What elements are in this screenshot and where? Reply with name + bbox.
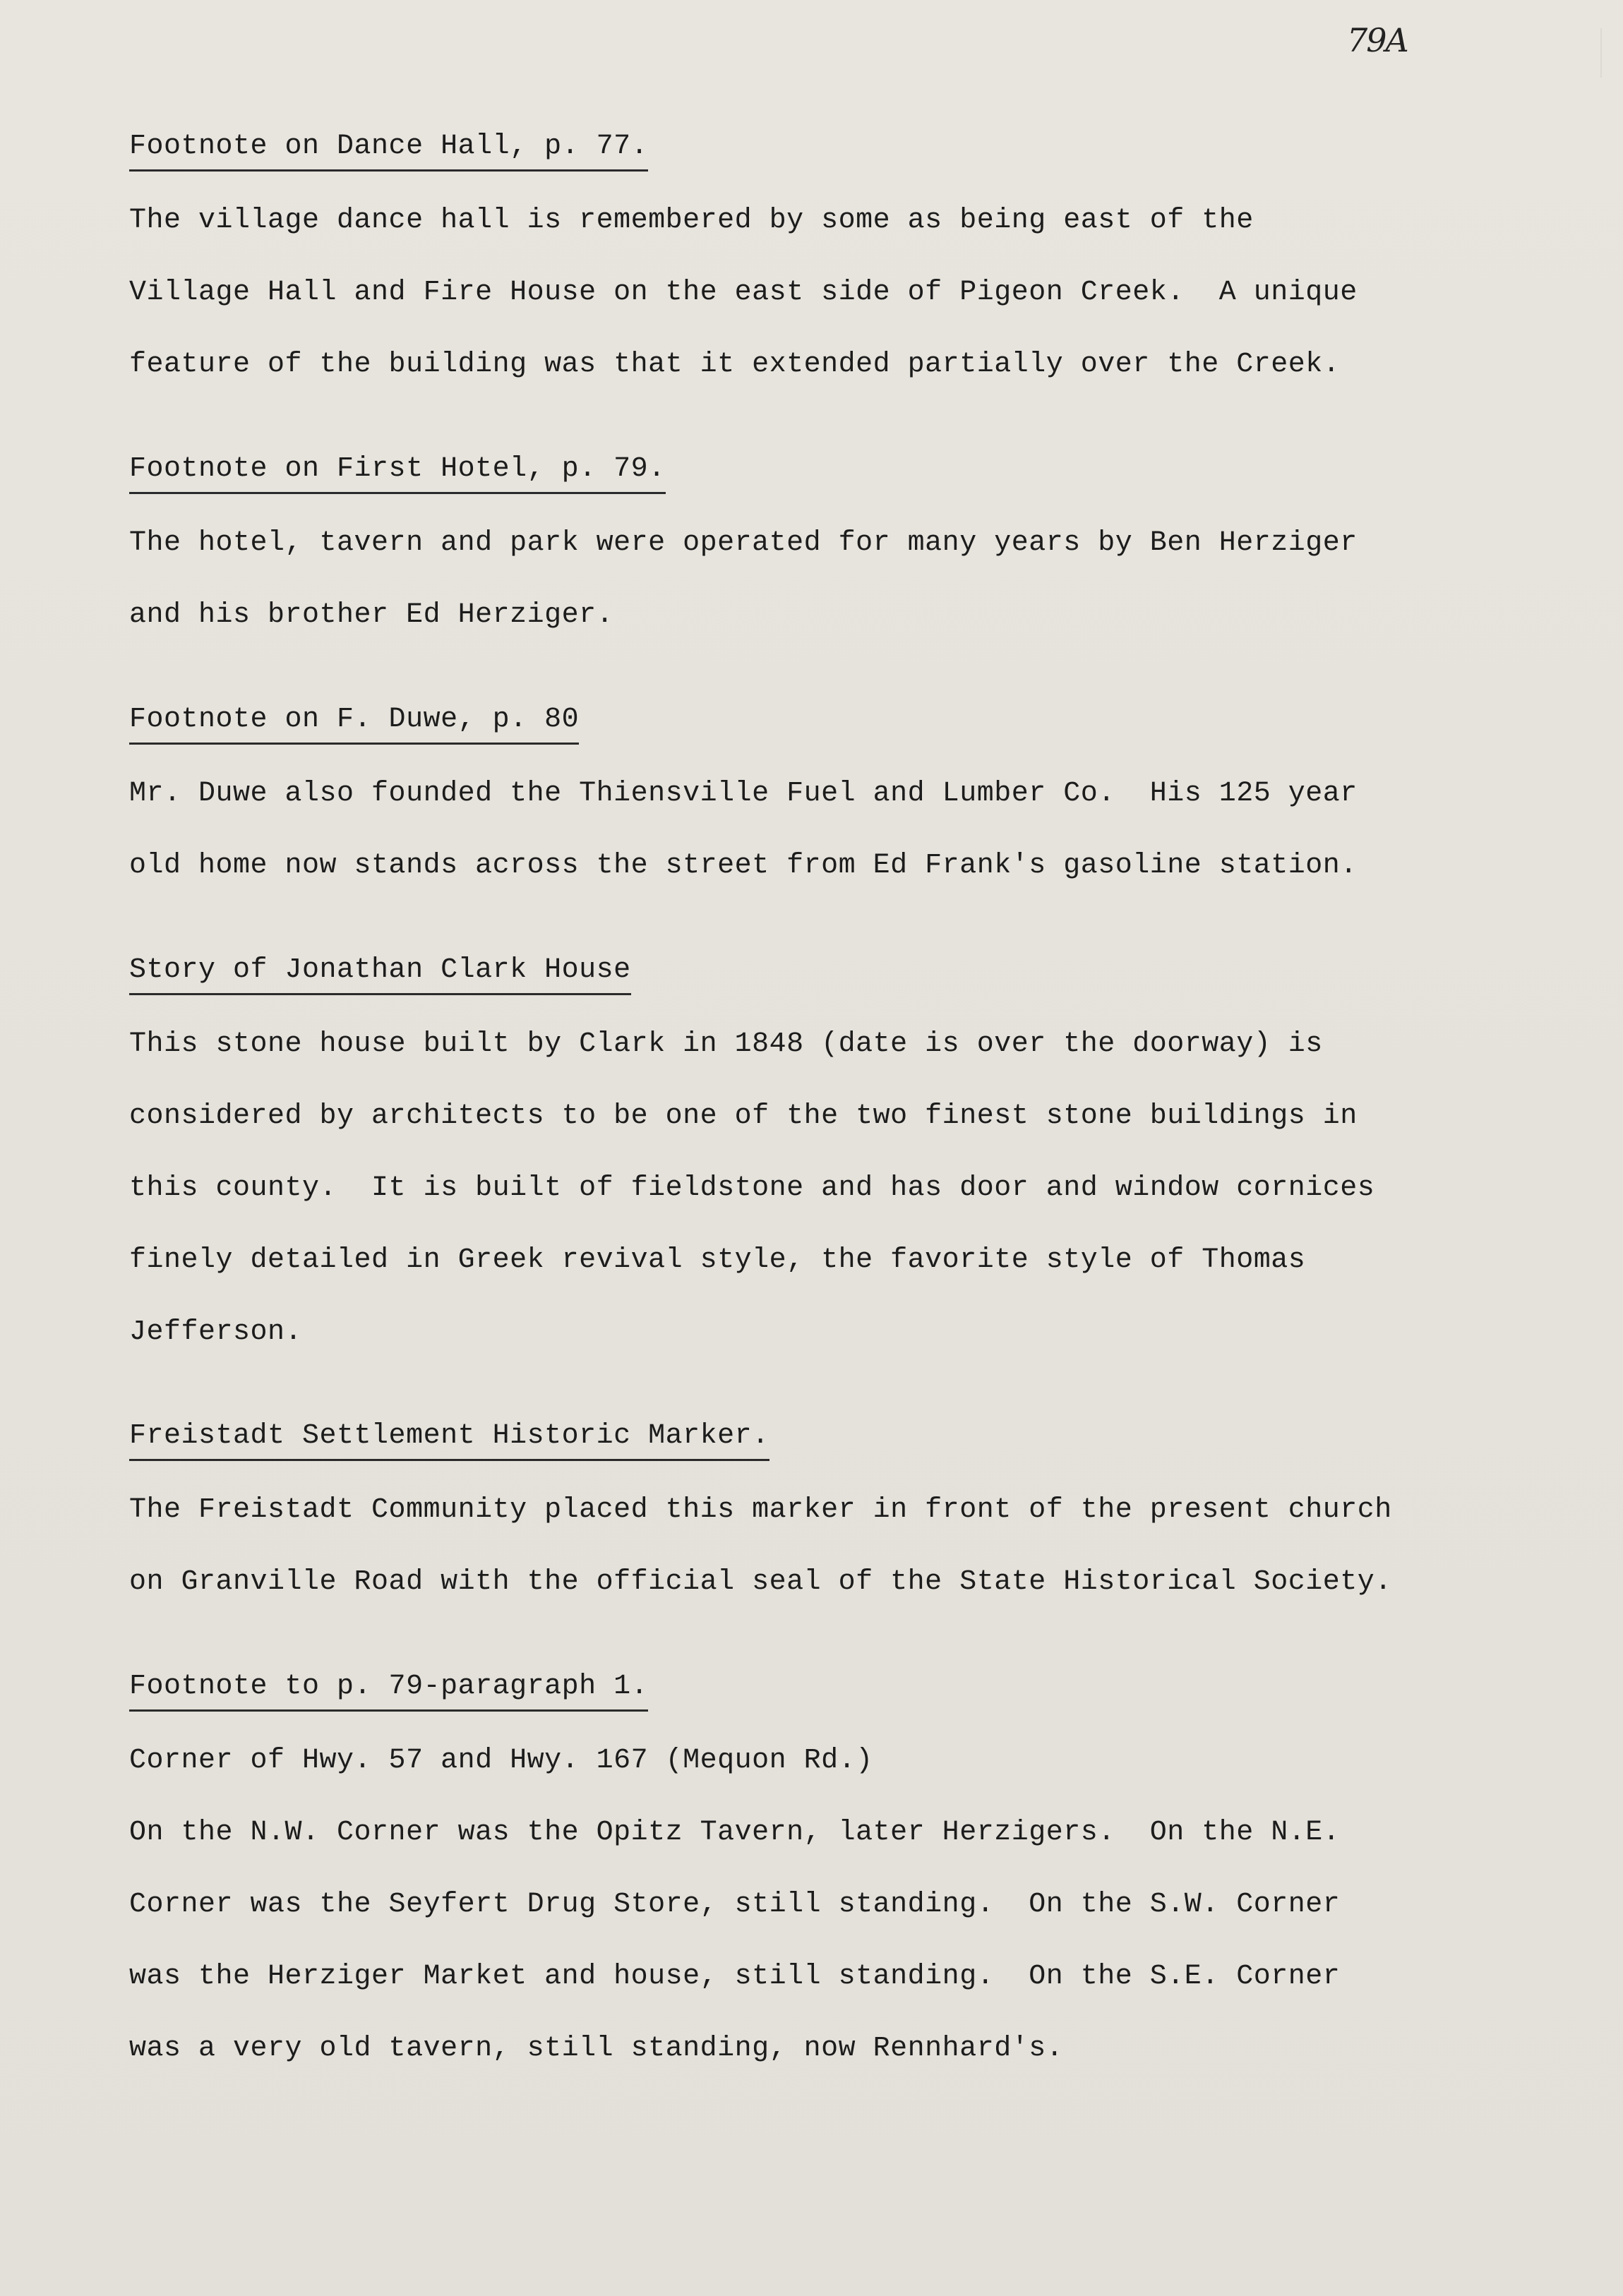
body-line: Corner was the Seyfert Drug Store, still standing. On the S.W. Corner <box>129 1889 1341 1921</box>
section-heading: Footnote to p. 79-paragraph 1. <box>129 1666 648 1712</box>
body-line: and his brother Ed Herziger. <box>129 599 614 631</box>
section-freistadt-marker <box>129 1415 1471 1604</box>
section-heading: Footnote on F. Duwe, p. 80 <box>129 699 579 745</box>
body-line: on Granville Road with the official seal of the State Historical Society. <box>129 1566 1392 1598</box>
section-heading: Freistadt Settlement Historic Marker. <box>129 1415 769 1461</box>
body-line: was the Herziger Market and house, still standing. On the S.E. Corner <box>129 1961 1341 1993</box>
section-clark-house <box>129 949 1471 1354</box>
body-line: was a very old tavern, still standing, now Rennhard's. <box>129 2033 1064 2064</box>
page-edge-mark <box>1600 28 1623 78</box>
body-line: The hotel, tavern and park were operated for many years by Ben Herziger <box>129 527 1358 559</box>
body-line: considered by architects to be one of the two finest stone buildings in <box>129 1100 1358 1132</box>
body-line: Mr. Duwe also founded the Thiensville Fuel and Lumber Co. His 125 year <box>129 778 1358 810</box>
body-line: this county. It is built of fieldstone and has door and window cornices <box>129 1172 1375 1204</box>
body-line: The village dance hall is remembered by some as being east of the <box>129 205 1254 236</box>
section-first-hotel <box>129 448 1471 637</box>
body-line: feature of the building was that it extended partially over the Creek. <box>129 349 1341 380</box>
body-line: This stone house built by Clark in 1848 (date is over the doorway) is <box>129 1028 1323 1060</box>
body-line: On the N.W. Corner was the Opitz Tavern, later Herzigers. On the N.E. <box>129 1817 1341 1849</box>
section-footnote-paragraph-1 <box>129 1666 1471 2070</box>
section-duwe <box>129 699 1471 887</box>
page-number: 79A <box>1347 21 1408 59</box>
body-line: finely detailed in Greek revival style, the favorite style of Thomas <box>129 1244 1306 1276</box>
section-heading: Footnote on First Hotel, p. 79. <box>129 448 666 494</box>
body-line: old home now stands across the street from Ed Frank's gasoline station. <box>129 850 1358 882</box>
section-dance-hall <box>129 126 1471 386</box>
body-line: Village Hall and Fire House on the east side of Pigeon Creek. A unique <box>129 277 1358 308</box>
section-heading: Footnote on Dance Hall, p. 77. <box>129 126 648 172</box>
body-line: The Freistadt Community placed this marker in front of the present church <box>129 1494 1392 1526</box>
section-heading: Story of Jonathan Clark House <box>129 949 631 995</box>
body-line: Corner of Hwy. 57 and Hwy. 167 (Mequon Rd.) <box>129 1745 873 1777</box>
body-line: Jefferson. <box>129 1316 303 1348</box>
